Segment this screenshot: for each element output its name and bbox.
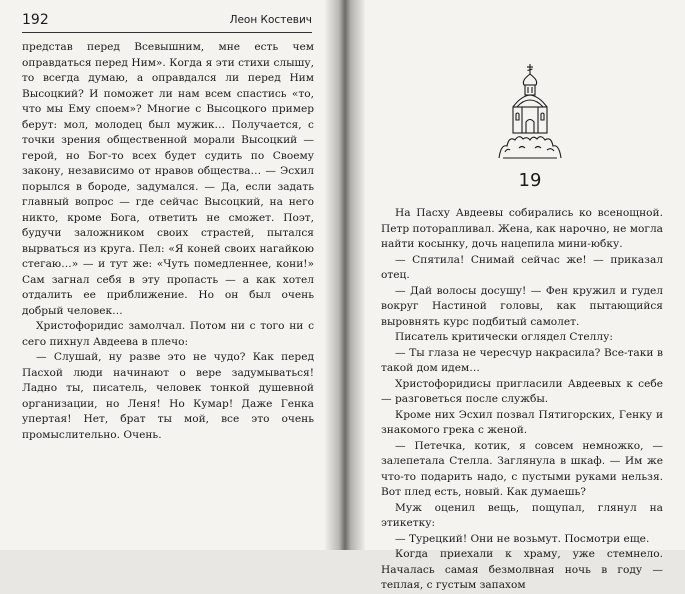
paragraph: — Ты глаза не чересчур накрасила? Все-таки в такой дом идем… [381, 346, 663, 374]
paragraph: — Петечка, котик, я совсем немножко, — залепетала Стелла. Заглянула в шкаф. — Им же что-то подарить надо, с пустыми руками нельзя. Вот плед есть, новый. Как думаешь? [381, 439, 663, 498]
paragraph: — Дай волосы досушу! — Фен кружил и гудел вокруг Настиной головы, как пытающийся выровнять курс подбитый самолет. [381, 284, 663, 328]
book-gutter [325, 0, 365, 550]
header-rule [22, 32, 312, 33]
page-header [22, 12, 312, 30]
left-page-text [22, 40, 314, 443]
page-number: 192 [22, 12, 49, 28]
paragraph: Христофоридис замолчал. Потом ни с того ни с сего пихнул Авдеева в плечо: [22, 320, 314, 348]
left-page [0, 0, 340, 550]
paragraph: Муж оценил вещь, пощупал, глянул на этикетку: [381, 501, 663, 529]
paragraph: — Слушай, ну разве это не чудо? Как перед Пасхой люди начинают о вере задумываться! Ладно ты, писатель, человек тонкой душевной организации, но Леня! Но Кумар! Даже Генка упертая! Нет, брат ты мой, все это очень промыслительно. Очень. [22, 351, 314, 441]
running-head-author: Леон Костевич [229, 14, 312, 26]
church-illustration [495, 62, 565, 162]
paragraph: Писатель критически оглядел Стеллу: [395, 331, 613, 343]
paragraph: Христофоридисы пригласили Авдеевых к себе — разговеться после службы. [381, 377, 663, 405]
right-page-text [381, 206, 663, 594]
paragraph: На Пасху Авдеевы собирались ко всенощной. Петр поторапливал. Жена, как нарочно, не могла найти косынку, дочь нацепила мини-юбку. [381, 207, 663, 250]
paragraph: Кроме них Эсхил позвал Пятигорских, Генку и знакомого грека с женой. [381, 408, 663, 436]
paragraph: — Турецкий! Они не возьмут. Посмотри еще. [395, 532, 650, 545]
paragraph: представ перед Всевышним, мне есть чем оправдаться перед Ним». Когда я эти стихи слышу, то всегда думаю, а оправдался ли перед Ним Высоцкий? И поможет ли нам всем спастись «то, что мы Ему споем»? Многие с Высоцкого пример берут: мол, молодец был мужик… Получается, с точки зрения общественной морали Высоцкий — герой, но Бог-то всех будет судить по Своему закону, независимо от нравов общества… — Эсхил порылся в бороде, задумался. — Да, если задать главный вопрос — где сейчас Высоцкий, на него никто, кроме Бога, ответить не сможет. Поэт, будучи заложником своих страстей, пытался вырваться из круга. Пел: «Я коней своих нагайкою стегаю…» — и тут же: «Чуть помедленнее, кони!» Сам загнал себя в эту пропасть — а как хотел отдалить ее приближение. Но он был очень добрый человек… [22, 41, 314, 317]
paragraph: Когда приехали к храму, уже стемнело. Началась самая безмолвная ночь в году — теплая, с густым запахом [381, 548, 663, 591]
paragraph: — Спятила! Снимай сейчас же! — приказал отец. [381, 253, 663, 281]
chapter-number: 19 [518, 170, 542, 191]
